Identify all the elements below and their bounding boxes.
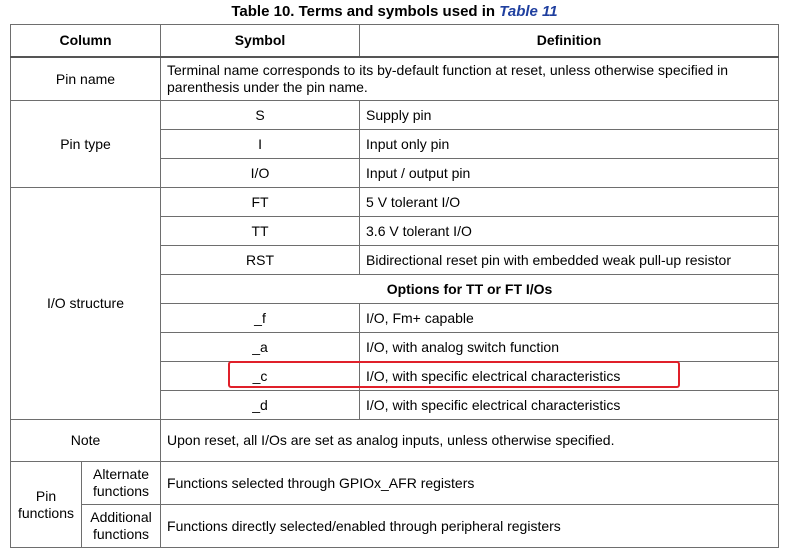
note-definition: Upon reset, all I/Os are set as analog inputs, unless otherwise specified. [161,420,779,462]
symbol-cell: I [161,130,360,159]
function-type-cell [82,462,161,505]
caption-prefix: Table 10. Terms and symbols used in [231,3,500,20]
function-type-cell [82,505,161,548]
header-symbol: Symbol [161,25,360,58]
table-row [11,57,779,101]
symbol-cell: RST [161,246,360,275]
pin-functions-label [11,462,82,548]
table-row [11,101,779,130]
definition-cell: 3.6 V tolerant I/O [360,217,779,246]
pin-functions-label-line2: functions [17,504,75,521]
note-label: Note [11,420,161,462]
definition-cell: 5 V tolerant I/O [360,188,779,217]
table-row [11,505,779,548]
table-row [11,420,779,462]
symbol-cell: I/O [161,159,360,188]
function-type-line2: functions [92,483,150,499]
definition-cell: I/O, with specific electrical characteristics [360,391,779,420]
pin-name-definition: Terminal name corresponds to its by-default function at reset, unless otherwise specified in parenthesis under the pin name. [161,57,779,101]
definition-cell: I/O, Fm+ capable [360,304,779,333]
symbol-cell: _f [161,304,360,333]
io-structure-label: I/O structure [11,188,161,420]
caption-table-link[interactable]: Table 11 [499,3,558,20]
pin-name-label: Pin name [11,57,161,101]
table-caption [0,2,789,22]
definition-cell: Input only pin [360,130,779,159]
definition-cell: Bidirectional reset pin with embedded weak pull-up resistor [360,246,779,275]
symbol-cell: FT [161,188,360,217]
header-row [11,25,779,58]
function-type-line2: functions [92,526,150,542]
pin-functions-label-line1: Pin [35,487,57,504]
terms-symbols-table [10,24,779,548]
options-heading: Options for TT or FT I/Os [161,275,779,304]
symbol-cell: _a [161,333,360,362]
definition-cell: Functions selected through GPIOx_AFR registers [161,462,779,505]
definition-cell: I/O, with analog switch function [360,333,779,362]
table-row [11,462,779,505]
definition-cell: Functions directly selected/enabled through peripheral registers [161,505,779,548]
function-type-line1: Additional [90,509,152,525]
definition-cell: I/O, with specific electrical characteristics [360,362,779,391]
symbol-cell: _d [161,391,360,420]
pin-type-label: Pin type [11,101,161,188]
definition-cell: Supply pin [360,101,779,130]
symbol-cell: TT [161,217,360,246]
header-definition: Definition [360,25,779,58]
symbol-cell: S [161,101,360,130]
definition-cell: Input / output pin [360,159,779,188]
header-column: Column [11,25,161,58]
function-type-line1: Alternate [92,466,150,482]
symbol-cell: _c [161,362,360,391]
table-row [11,188,779,217]
